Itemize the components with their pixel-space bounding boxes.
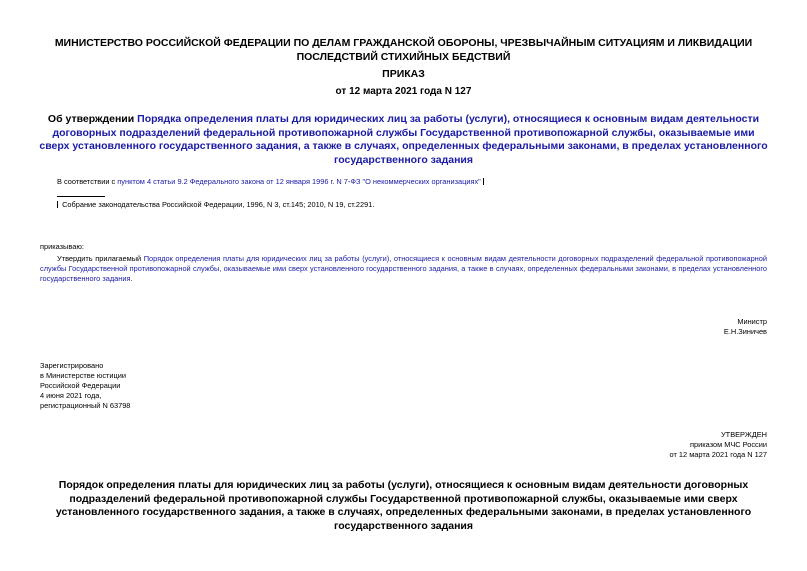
approved-line: УТВЕРЖДЕН (720, 430, 767, 439)
footnote-marker-icon (57, 201, 58, 208)
ministry-heading: МИНИСТЕРСТВО РОССИЙСКОЙ ФЕДЕРАЦИИ ПО ДЕЛАМ ГРАЖДАНСКОЙ ОБОРОНЫ, ЧРЕЗВЫЧАЙНЫМ СИТУАЦИЯМ И ЛИКВИДАЦИИ ПОСЛЕДСТВИЙ СТИХИЙНЫХ БЕДСТВИЙ (54, 37, 753, 63)
approved-line: приказом МЧС России (690, 440, 767, 449)
registration-line: в Министерстве юстиции (40, 371, 127, 380)
footnote-marker-icon[interactable] (483, 178, 484, 185)
approve-paragraph (40, 254, 767, 284)
approve-suffix: . (130, 274, 133, 283)
approval-prefix: Об утверждении (47, 113, 135, 125)
registration-line: регистрационный N 63798 (40, 401, 131, 410)
approved-line: от 12 марта 2021 года N 127 (669, 450, 767, 459)
registration-line: 4 июня 2021 года, (40, 391, 102, 400)
basis-prefix: В соответствии с (57, 177, 116, 186)
approve-procedure-link[interactable]: Порядок определения платы для юридических лиц за работы (услуги), относящиеся к основным видам деятельности договорных подразделений федеральной противопожарной службы Государственной противопожарной службы, оказываемые ими сверх установленного государственного задания, а также в случаях, определенных федеральными законами, в пределах установленного государственного задания (40, 254, 767, 283)
minister-signature (724, 317, 767, 337)
order-date: от 12 марта 2021 года N 127 (335, 86, 472, 97)
minister-name: Е.Н.Зиничев (723, 327, 767, 336)
footnote (55, 200, 755, 210)
minister-position: Министр (737, 317, 767, 326)
registration-block (40, 361, 130, 411)
footnote-separator (57, 196, 105, 197)
basis-law-link[interactable]: пунктом 4 статьи 9.2 Федерального закона от 12 января 1996 г. N 7-ФЗ "О некоммерческих организациях" (117, 177, 481, 186)
registration-line: Российской Федерации (40, 381, 121, 390)
order-heading: ПРИКАЗ (382, 68, 425, 80)
basis-paragraph (57, 177, 777, 187)
approve-prefix: Утвердить прилагаемый (57, 254, 142, 263)
approval-link[interactable]: Порядка определения платы для юридических лиц за работы (услуги), относящиеся к основным видам деятельности договорных подразделений федеральной противопожарной службы Государственной противопожарной службы, оказываемые ими сверх установленного государственного задания, а также в случаях, определенных федеральными законами, в пределах установленного государственного задания (39, 113, 768, 166)
order-verb: приказываю: (40, 242, 84, 251)
approval-heading (36, 113, 771, 167)
document-title: Порядок определения платы для юридических лиц за работы (услуги), относящиеся к основным видам деятельности договорных подразделений федеральной противопожарной службы Государственной противопожарной службы, оказываемые ими сверх установленного государственного задания, а также в случаях, определенных федеральными законами, в пределах установленного государственного задания (55, 479, 752, 532)
footnote-text: Собрание законодательства Российской Федерации, 1996, N 3, ст.145; 2010, N 19, ст.2291. (62, 200, 375, 209)
approved-stamp (670, 430, 767, 460)
registration-line: Зарегистрировано (40, 361, 104, 370)
